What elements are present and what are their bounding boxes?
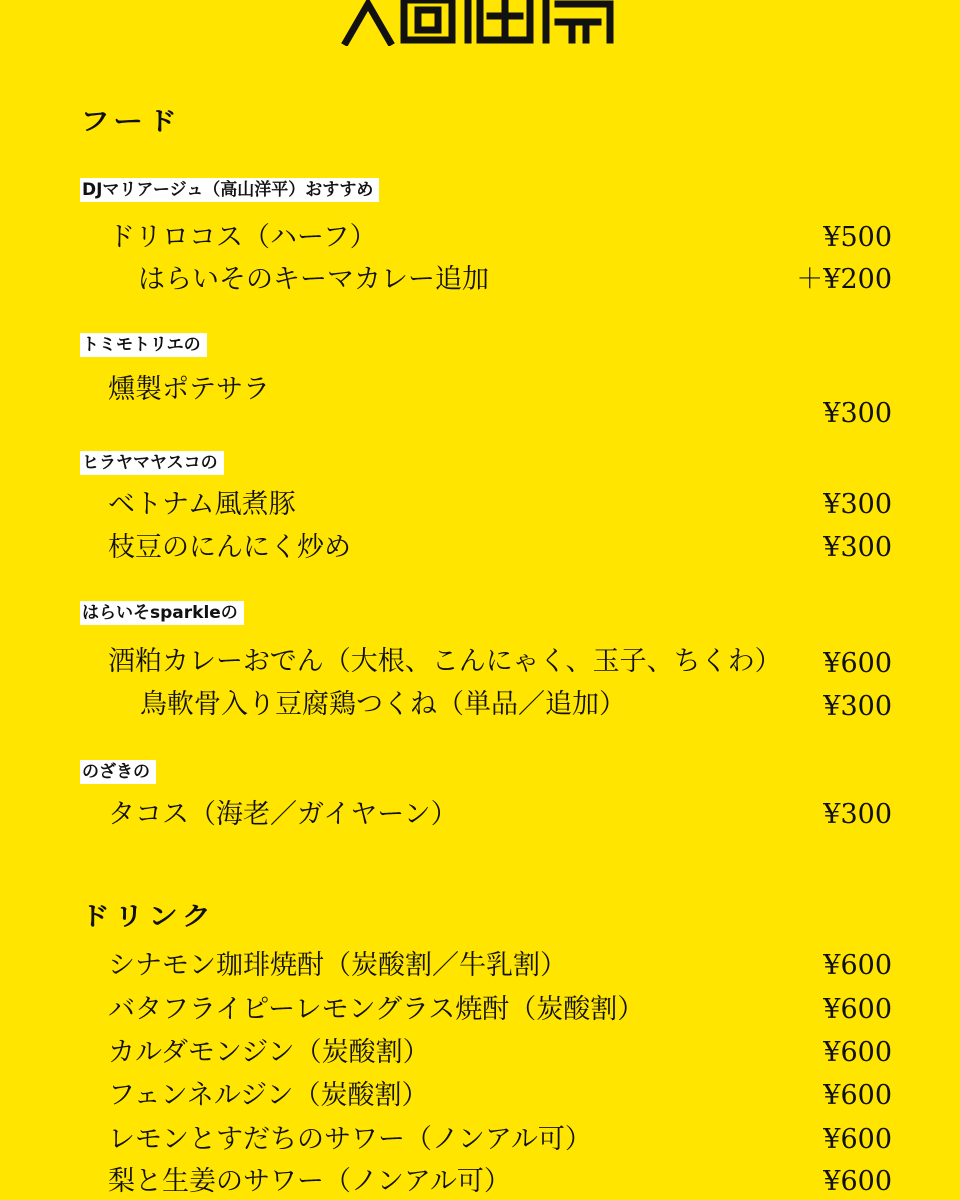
menu-item-price: ¥300 (823, 799, 892, 830)
drink-item-name: レモンとすだちのサワー（ノンアル可） (108, 1124, 592, 1155)
drink-item-price: ¥600 (823, 1166, 892, 1197)
menu-item-price: ¥300 (823, 398, 892, 429)
category-label: トミモトリエの (80, 333, 207, 357)
shop-logo-icon (340, 0, 620, 46)
menu-item-name: はらいそのキーマカレー追加 (138, 264, 489, 295)
drink-item-price: ¥600 (823, 994, 892, 1025)
drink-item-price: ¥600 (823, 1037, 892, 1068)
menu-item-name: 酒粕カレーおでん（大根、こんにゃく、玉子、ちくわ） (108, 646, 782, 677)
menu-item-name: 枝豆のにんにく炒め (108, 532, 351, 563)
menu-item-price: ¥300 (823, 489, 892, 520)
menu-item-name: ベトナム風煮豚 (108, 489, 296, 520)
category-label: はらいそsparkleの (80, 601, 244, 625)
drink-item-name: カルダモンジン（炭酸割） (108, 1037, 430, 1068)
category-label: DJマリアージュ（高山洋平）おすすめ (80, 178, 379, 202)
drink-item-name: フェンネルジン（炭酸割） (108, 1080, 429, 1111)
menu-item-name: 燻製ポテサラ (108, 374, 270, 405)
menu-item-price: ¥600 (823, 648, 892, 679)
menu-item-price: ＋¥200 (796, 264, 892, 295)
menu-item-price: ¥300 (823, 532, 892, 563)
drink-item-price: ¥600 (823, 1080, 892, 1111)
menu-item-price: ¥300 (823, 691, 892, 722)
drink-item-name: 梨と生姜のサワー（ノンアル可） (108, 1166, 511, 1197)
category-label: ヒラヤマヤスコの (80, 451, 224, 475)
menu-item-name: ドリロコス（ハーフ） (108, 222, 377, 253)
menu-item-name: 鳥軟骨入り豆腐鶏つくね（単品／追加） (140, 689, 626, 720)
food-section-title: フード (80, 106, 182, 137)
drink-item-name: バタフライピーレモングラス焼酎（炭酸割） (108, 994, 645, 1025)
drink-item-name: シナモン珈琲焼酎（炭酸割／牛乳割） (108, 950, 567, 981)
drink-item-price: ¥600 (823, 950, 892, 981)
drink-item-price: ¥600 (823, 1124, 892, 1155)
drink-section-title: ドリンク (80, 901, 216, 932)
menu-item-price: ¥500 (823, 222, 892, 253)
menu-item-name: タコス（海老／ガイヤーン） (108, 799, 458, 830)
category-label: のざきの (80, 760, 156, 784)
